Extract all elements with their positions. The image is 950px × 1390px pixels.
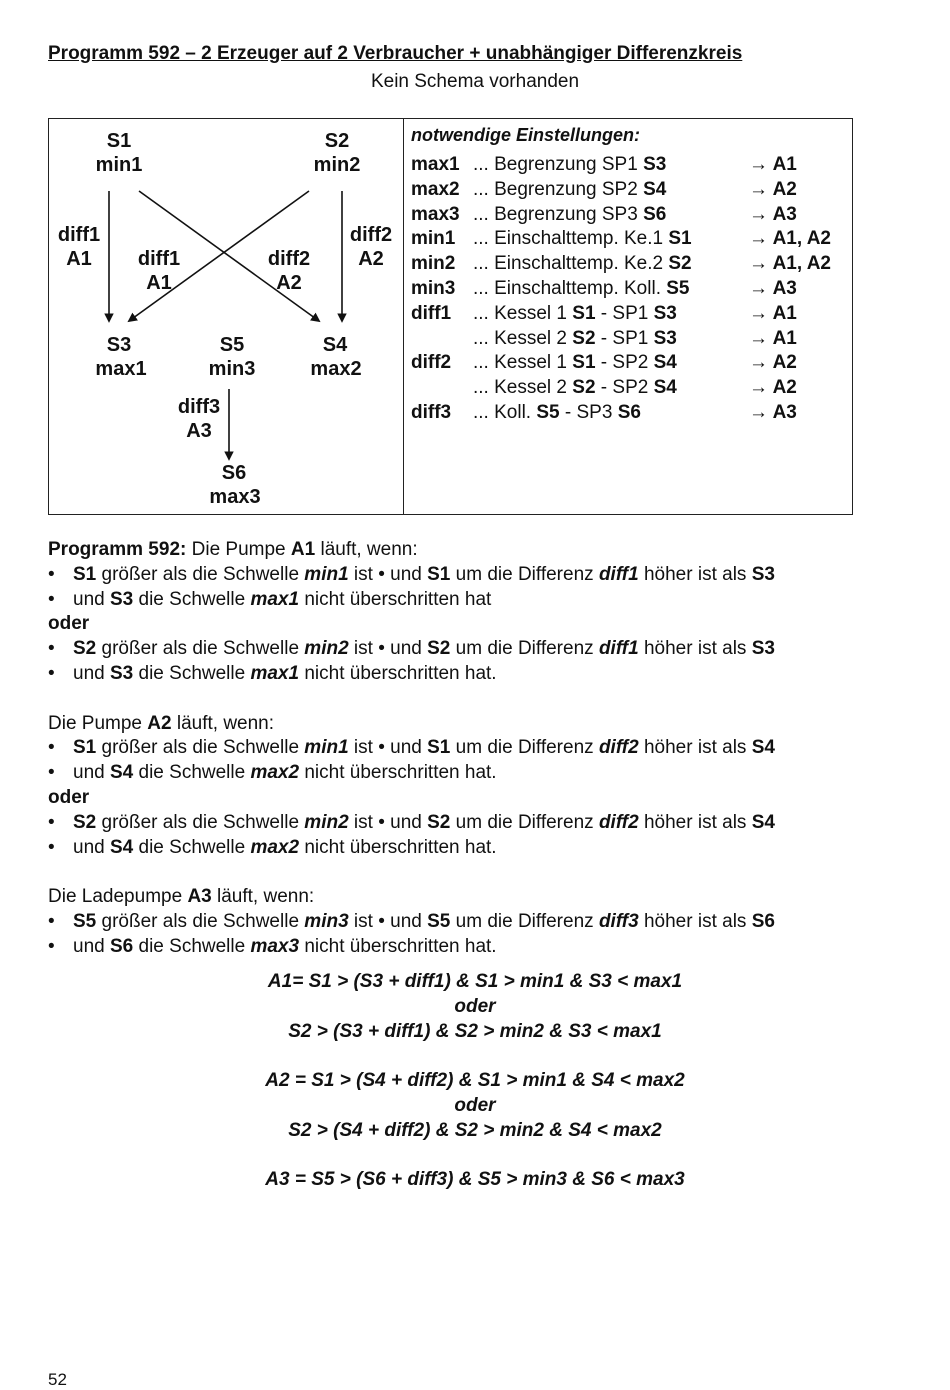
settings-result: → A1 [749, 327, 797, 349]
settings-result: → A1, A2 [749, 253, 832, 275]
label-a3: A3 [186, 420, 212, 442]
label-max2: max2 [310, 358, 362, 380]
settings-row [411, 401, 851, 426]
settings-description: ... Einschalttemp. Koll. S5 [473, 277, 690, 299]
settings-result: → A2 [749, 377, 797, 399]
settings-description: ... Kessel 1 S1 - SP1 S3 [473, 302, 677, 324]
settings-result: → A1 [749, 154, 797, 175]
label-a1-left: A1 [66, 248, 92, 270]
formula-block [0, 970, 950, 1193]
settings-row [411, 351, 851, 376]
bullet-item: • und S4 die Schwelle max2 nicht überschritten hat. [48, 761, 908, 786]
settings-key: max1 [411, 154, 460, 175]
settings-key: max2 [411, 178, 460, 200]
a2-intro: Die Pumpe A2 läuft, wenn: [48, 712, 275, 734]
label-diff1-mid: diff1 [137, 248, 181, 270]
a3-intro: Die Ladepumpe A3 läuft, wenn: [48, 886, 315, 908]
settings-description: ... Begrenzung SP1 S3 [473, 154, 667, 175]
label-min1: min1 [95, 154, 143, 176]
label-min3: min3 [208, 358, 256, 380]
box-divider [403, 119, 404, 514]
label-a1-mid: A1 [146, 272, 172, 294]
oder-label: oder [48, 786, 90, 808]
settings-description: ... Kessel 2 S2 - SP1 S3 [473, 327, 677, 349]
formula-a2: A2 = S1 > (S4 + diff2) & S1 > min1 & S4 < max2 [265, 1070, 685, 1092]
label-diff1-left: diff1 [57, 224, 101, 246]
settings-result: → A3 [749, 203, 797, 225]
settings-row [411, 203, 851, 228]
formula-oder: oder [454, 995, 496, 1017]
page-title: Programm 592 – 2 Erzeuger auf 2 Verbraucher + unabhängiger Differenzkreis [48, 43, 743, 64]
settings-key: diff1 [411, 302, 452, 324]
settings-heading: notwendige Einstellungen: [411, 125, 640, 145]
bullet-item: • S5 größer als die Schwelle min3 ist • und S5 um die Differenz diff3 höher ist als S6 [48, 910, 908, 935]
settings-description: ... Einschalttemp. Ke.1 S1 [473, 228, 692, 250]
label-a2-mid: A2 [276, 272, 302, 294]
formula-a1: A1= S1 > (S3 + diff1) & S1 > min1 & S3 < max1 [267, 971, 683, 992]
bullet-item: • und S6 die Schwelle max3 nicht überschritten hat. [48, 935, 908, 960]
page-number: 52 [48, 1370, 67, 1389]
settings-row [411, 153, 851, 178]
settings-key: max3 [411, 203, 460, 225]
label-min2: min2 [313, 154, 361, 176]
settings-key: min1 [411, 228, 456, 250]
settings-result: → A3 [749, 277, 797, 299]
label-s5: S5 [219, 334, 245, 356]
bullet-item: • und S3 die Schwelle max1 nicht überschritten hat. [48, 662, 908, 687]
formula-a2-alt: S2 > (S4 + diff2) & S2 > min2 & S4 < max2 [288, 1119, 662, 1141]
settings-result: → A2 [749, 178, 797, 200]
settings-row [411, 252, 851, 277]
settings-result: → A1 [749, 302, 797, 324]
oder-label: oder [48, 613, 90, 635]
settings-row [411, 327, 851, 352]
bullet-item: • S1 größer als die Schwelle min1 ist • und S1 um die Differenz diff2 höher ist als S4 [48, 736, 908, 761]
settings-key: diff3 [411, 401, 452, 423]
bullet-item: • S2 größer als die Schwelle min2 ist • und S2 um die Differenz diff1 höher ist als S3 [48, 637, 908, 662]
settings-description: ... Kessel 2 S2 - SP2 S4 [473, 377, 677, 399]
hydraulic-diagram [49, 119, 403, 516]
label-max1: max1 [95, 358, 147, 380]
settings-description: ... Kessel 1 S1 - SP2 S4 [473, 352, 677, 374]
label-a2-right: A2 [358, 248, 384, 270]
label-s3: S3 [106, 334, 132, 356]
bullet-item: • und S4 die Schwelle max2 nicht überschritten hat. [48, 836, 908, 861]
settings-key: min3 [411, 277, 456, 299]
formula-oder: oder [454, 1094, 496, 1116]
settings-row [411, 277, 851, 302]
settings-description: ... Koll. S5 - SP3 S6 [473, 401, 641, 423]
formula-a1-alt: S2 > (S3 + diff1) & S2 > min2 & S3 < max1 [288, 1020, 662, 1042]
label-diff2-right: diff2 [349, 224, 393, 246]
settings-result: → A3 [749, 401, 797, 423]
label-diff2-mid: diff2 [267, 248, 311, 270]
bullet-item: • S2 größer als die Schwelle min2 ist • und S2 um die Differenz diff2 höher ist als S4 [48, 811, 908, 836]
settings-result: → A1, A2 [749, 228, 832, 250]
settings-row [411, 227, 851, 252]
description [48, 538, 908, 960]
bullet-item: • und S3 die Schwelle max1 nicht überschritten hat [48, 588, 908, 613]
a1-intro: Programm 592: Die Pumpe A1 läuft, wenn: [48, 539, 418, 560]
settings-row [411, 302, 851, 327]
settings-key: diff2 [411, 352, 452, 374]
label-s2: S2 [324, 130, 350, 152]
settings-row [411, 178, 851, 203]
settings-result: → A2 [749, 352, 797, 374]
settings-list [411, 123, 851, 426]
settings-description: ... Begrenzung SP2 S4 [473, 178, 667, 200]
bullet-item: • S1 größer als die Schwelle min1 ist • und S1 um die Differenz diff1 höher ist als S3 [48, 563, 908, 588]
settings-description: ... Begrenzung SP3 S6 [473, 203, 667, 225]
label-s4: S4 [322, 334, 348, 356]
settings-row [411, 376, 851, 401]
settings-description: ... Einschalttemp. Ke.2 S2 [473, 253, 692, 275]
program-box [48, 118, 853, 515]
formula-a3: A3 = S5 > (S6 + diff3) & S5 > min3 & S6 < max3 [265, 1169, 685, 1191]
page-subtitle: Kein Schema vorhanden [370, 71, 580, 92]
label-max3: max3 [209, 486, 261, 508]
label-diff3: diff3 [177, 396, 221, 418]
label-s6: S6 [221, 462, 247, 484]
label-s1: S1 [106, 130, 132, 152]
settings-key: min2 [411, 253, 456, 275]
